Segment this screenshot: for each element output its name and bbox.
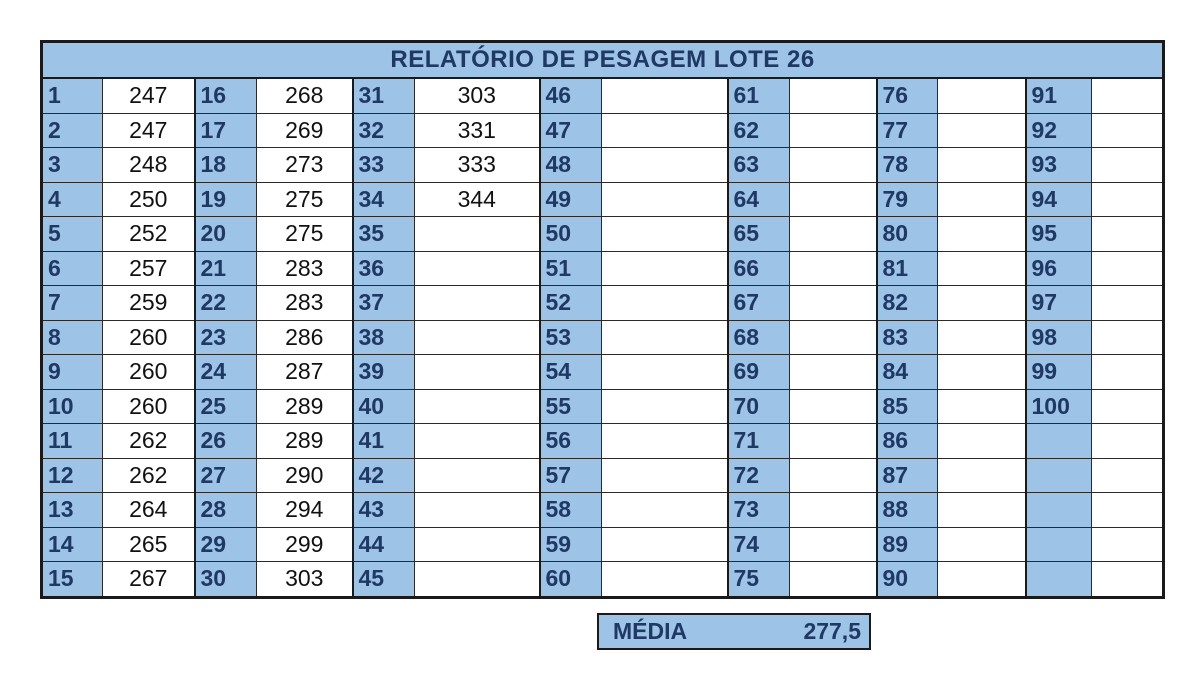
table-row bbox=[42, 78, 1164, 113]
lot-number-cell bbox=[1026, 493, 1092, 528]
weight-value-cell: 290 bbox=[257, 458, 353, 493]
weight-value-cell: 344 bbox=[415, 182, 540, 217]
weight-value-cell bbox=[938, 113, 1026, 148]
weight-value-cell bbox=[1092, 78, 1164, 113]
weight-value-cell: 264 bbox=[103, 493, 195, 528]
weight-value-cell: 257 bbox=[103, 251, 195, 286]
weight-value-cell: 275 bbox=[257, 182, 353, 217]
average-box bbox=[597, 613, 871, 650]
lot-number-cell: 65 bbox=[728, 217, 790, 252]
lot-number-cell: 29 bbox=[195, 527, 257, 562]
weight-value-cell: 333 bbox=[415, 148, 540, 183]
weight-value-cell bbox=[602, 562, 728, 598]
lot-number-cell: 2 bbox=[42, 113, 103, 148]
lot-number-cell: 91 bbox=[1026, 78, 1092, 113]
weight-value-cell bbox=[790, 424, 877, 459]
lot-number-cell: 44 bbox=[353, 527, 415, 562]
weight-value-cell: 262 bbox=[103, 458, 195, 493]
lot-number-cell: 32 bbox=[353, 113, 415, 148]
lot-number-cell: 18 bbox=[195, 148, 257, 183]
lot-number-cell: 33 bbox=[353, 148, 415, 183]
lot-number-cell: 80 bbox=[877, 217, 938, 252]
lot-number-cell: 16 bbox=[195, 78, 257, 113]
lot-number-cell: 30 bbox=[195, 562, 257, 598]
weight-value-cell bbox=[790, 320, 877, 355]
lot-number-cell bbox=[1026, 424, 1092, 459]
lot-number-cell: 54 bbox=[540, 355, 602, 390]
table-row bbox=[42, 113, 1164, 148]
lot-number-cell: 94 bbox=[1026, 182, 1092, 217]
lot-number-cell: 50 bbox=[540, 217, 602, 252]
lot-number-cell: 22 bbox=[195, 286, 257, 321]
weight-value-cell bbox=[1092, 355, 1164, 390]
table-row bbox=[42, 389, 1164, 424]
lot-number-cell: 66 bbox=[728, 251, 790, 286]
weight-value-cell: 287 bbox=[257, 355, 353, 390]
lot-number-cell: 100 bbox=[1026, 389, 1092, 424]
weight-value-cell bbox=[415, 355, 540, 390]
weight-value-cell bbox=[790, 148, 877, 183]
weight-value-cell bbox=[1092, 286, 1164, 321]
lot-number-cell: 56 bbox=[540, 424, 602, 459]
lot-number-cell: 1 bbox=[42, 78, 103, 113]
lot-number-cell: 38 bbox=[353, 320, 415, 355]
weight-value-cell bbox=[938, 562, 1026, 598]
weight-value-cell: 252 bbox=[103, 217, 195, 252]
weight-value-cell: 262 bbox=[103, 424, 195, 459]
weight-value-cell bbox=[790, 458, 877, 493]
weight-value-cell bbox=[938, 286, 1026, 321]
weight-value-cell: 247 bbox=[103, 113, 195, 148]
lot-number-cell: 74 bbox=[728, 527, 790, 562]
lot-number-cell: 84 bbox=[877, 355, 938, 390]
lot-number-cell: 35 bbox=[353, 217, 415, 252]
lot-number-cell: 86 bbox=[877, 424, 938, 459]
weight-value-cell: 268 bbox=[257, 78, 353, 113]
weight-value-cell bbox=[790, 251, 877, 286]
lot-number-cell: 89 bbox=[877, 527, 938, 562]
weight-value-cell: 269 bbox=[257, 113, 353, 148]
lot-number-cell: 64 bbox=[728, 182, 790, 217]
lot-number-cell: 49 bbox=[540, 182, 602, 217]
lot-number-cell: 31 bbox=[353, 78, 415, 113]
lot-number-cell: 25 bbox=[195, 389, 257, 424]
lot-number-cell: 71 bbox=[728, 424, 790, 459]
weight-value-cell bbox=[938, 424, 1026, 459]
weight-value-cell: 273 bbox=[257, 148, 353, 183]
weight-value-cell: 303 bbox=[415, 78, 540, 113]
weight-value-cell: 283 bbox=[257, 251, 353, 286]
weight-value-cell bbox=[790, 493, 877, 528]
weight-value-cell bbox=[790, 355, 877, 390]
table-row bbox=[42, 458, 1164, 493]
weight-value-cell: 260 bbox=[103, 389, 195, 424]
lot-number-cell: 12 bbox=[42, 458, 103, 493]
weight-value-cell bbox=[1092, 320, 1164, 355]
weight-value-cell bbox=[415, 527, 540, 562]
weight-value-cell bbox=[415, 424, 540, 459]
weight-value-cell bbox=[938, 217, 1026, 252]
lot-number-cell: 43 bbox=[353, 493, 415, 528]
weight-value-cell bbox=[602, 78, 728, 113]
lot-number-cell: 87 bbox=[877, 458, 938, 493]
lot-number-cell: 99 bbox=[1026, 355, 1092, 390]
weight-value-cell bbox=[1092, 217, 1164, 252]
table-row bbox=[42, 527, 1164, 562]
weight-value-cell bbox=[938, 458, 1026, 493]
lot-number-cell: 83 bbox=[877, 320, 938, 355]
average-value: 277,5 bbox=[803, 618, 861, 644]
weight-value-cell bbox=[938, 182, 1026, 217]
lot-number-cell: 62 bbox=[728, 113, 790, 148]
weight-value-cell bbox=[415, 320, 540, 355]
weight-value-cell bbox=[1092, 562, 1164, 598]
weight-value-cell bbox=[790, 389, 877, 424]
weight-value-cell: 275 bbox=[257, 217, 353, 252]
title-row bbox=[42, 42, 1164, 79]
lot-number-cell: 27 bbox=[195, 458, 257, 493]
lot-number-cell: 15 bbox=[42, 562, 103, 598]
lot-number-cell: 5 bbox=[42, 217, 103, 252]
weight-value-cell bbox=[1092, 493, 1164, 528]
weight-value-cell bbox=[602, 458, 728, 493]
lot-number-cell: 58 bbox=[540, 493, 602, 528]
weight-value-cell bbox=[602, 389, 728, 424]
weight-value-cell bbox=[790, 217, 877, 252]
lot-number-cell: 98 bbox=[1026, 320, 1092, 355]
lot-number-cell: 48 bbox=[540, 148, 602, 183]
lot-number-cell bbox=[1026, 562, 1092, 598]
weight-value-cell: 248 bbox=[103, 148, 195, 183]
lot-number-cell bbox=[1026, 458, 1092, 493]
weight-value-cell: 260 bbox=[103, 355, 195, 390]
weight-value-cell bbox=[1092, 389, 1164, 424]
weight-value-cell: 267 bbox=[103, 562, 195, 598]
lot-number-cell: 72 bbox=[728, 458, 790, 493]
lot-number-cell: 17 bbox=[195, 113, 257, 148]
lot-number-cell: 40 bbox=[353, 389, 415, 424]
lot-number-cell: 73 bbox=[728, 493, 790, 528]
weight-value-cell bbox=[415, 493, 540, 528]
table-row bbox=[42, 355, 1164, 390]
lot-number-cell: 90 bbox=[877, 562, 938, 598]
weight-value-cell bbox=[938, 355, 1026, 390]
lot-number-cell: 9 bbox=[42, 355, 103, 390]
lot-number-cell: 92 bbox=[1026, 113, 1092, 148]
lot-number-cell: 67 bbox=[728, 286, 790, 321]
lot-number-cell: 69 bbox=[728, 355, 790, 390]
weight-value-cell: 283 bbox=[257, 286, 353, 321]
weight-value-cell bbox=[602, 286, 728, 321]
table-row bbox=[42, 148, 1164, 183]
lot-number-cell: 28 bbox=[195, 493, 257, 528]
weight-value-cell bbox=[602, 217, 728, 252]
lot-number-cell: 51 bbox=[540, 251, 602, 286]
lot-number-cell: 26 bbox=[195, 424, 257, 459]
lot-number-cell: 14 bbox=[42, 527, 103, 562]
lot-number-cell: 13 bbox=[42, 493, 103, 528]
weight-value-cell bbox=[790, 78, 877, 113]
weight-value-cell bbox=[415, 562, 540, 598]
weight-value-cell: 294 bbox=[257, 493, 353, 528]
weight-value-cell bbox=[602, 320, 728, 355]
average-label: MÉDIA bbox=[613, 618, 688, 644]
lot-number-cell: 36 bbox=[353, 251, 415, 286]
table-body bbox=[42, 42, 1164, 598]
lot-number-cell: 63 bbox=[728, 148, 790, 183]
lot-number-cell: 47 bbox=[540, 113, 602, 148]
weight-value-cell bbox=[602, 148, 728, 183]
weight-value-cell: 299 bbox=[257, 527, 353, 562]
lot-number-cell: 59 bbox=[540, 527, 602, 562]
lot-number-cell: 19 bbox=[195, 182, 257, 217]
weight-value-cell bbox=[415, 389, 540, 424]
weight-value-cell bbox=[1092, 458, 1164, 493]
weight-value-cell bbox=[1092, 251, 1164, 286]
table-row bbox=[42, 493, 1164, 528]
lot-number-cell: 75 bbox=[728, 562, 790, 598]
weight-value-cell bbox=[602, 424, 728, 459]
report-title: RELATÓRIO DE PESAGEM LOTE 26 bbox=[42, 42, 1164, 79]
weight-value-cell bbox=[602, 493, 728, 528]
lot-number-cell: 11 bbox=[42, 424, 103, 459]
table-row bbox=[42, 217, 1164, 252]
table-row bbox=[42, 320, 1164, 355]
weight-value-cell bbox=[1092, 148, 1164, 183]
lot-number-cell: 77 bbox=[877, 113, 938, 148]
lot-number-cell: 7 bbox=[42, 286, 103, 321]
weight-value-cell bbox=[602, 251, 728, 286]
table-row bbox=[42, 286, 1164, 321]
weight-value-cell bbox=[938, 527, 1026, 562]
lot-number-cell: 3 bbox=[42, 148, 103, 183]
lot-number-cell: 93 bbox=[1026, 148, 1092, 183]
table-row bbox=[42, 182, 1164, 217]
lot-number-cell: 70 bbox=[728, 389, 790, 424]
lot-number-cell: 23 bbox=[195, 320, 257, 355]
lot-number-cell: 53 bbox=[540, 320, 602, 355]
weight-value-cell: 331 bbox=[415, 113, 540, 148]
table-row bbox=[42, 562, 1164, 598]
weight-value-cell: 259 bbox=[103, 286, 195, 321]
lot-number-cell: 45 bbox=[353, 562, 415, 598]
weight-value-cell bbox=[938, 320, 1026, 355]
lot-number-cell: 6 bbox=[42, 251, 103, 286]
lot-number-cell: 85 bbox=[877, 389, 938, 424]
weight-value-cell: 260 bbox=[103, 320, 195, 355]
lot-number-cell: 79 bbox=[877, 182, 938, 217]
lot-number-cell: 60 bbox=[540, 562, 602, 598]
weight-value-cell bbox=[938, 148, 1026, 183]
weight-value-cell bbox=[1092, 527, 1164, 562]
weight-value-cell bbox=[1092, 113, 1164, 148]
weight-value-cell: 265 bbox=[103, 527, 195, 562]
weight-value-cell bbox=[938, 78, 1026, 113]
weight-value-cell: 289 bbox=[257, 424, 353, 459]
weight-value-cell: 247 bbox=[103, 78, 195, 113]
lot-number-cell: 41 bbox=[353, 424, 415, 459]
lot-number-cell: 21 bbox=[195, 251, 257, 286]
lot-number-cell: 34 bbox=[353, 182, 415, 217]
lot-number-cell: 10 bbox=[42, 389, 103, 424]
weight-value-cell bbox=[415, 286, 540, 321]
lot-number-cell: 88 bbox=[877, 493, 938, 528]
lot-number-cell: 39 bbox=[353, 355, 415, 390]
lot-number-cell: 81 bbox=[877, 251, 938, 286]
lot-number-cell: 97 bbox=[1026, 286, 1092, 321]
lot-number-cell: 24 bbox=[195, 355, 257, 390]
weight-value-cell bbox=[790, 182, 877, 217]
lot-number-cell: 55 bbox=[540, 389, 602, 424]
weighing-report-table bbox=[40, 40, 1165, 599]
lot-number-cell bbox=[1026, 527, 1092, 562]
weight-value-cell bbox=[1092, 424, 1164, 459]
weight-value-cell bbox=[602, 527, 728, 562]
lot-number-cell: 46 bbox=[540, 78, 602, 113]
weight-value-cell bbox=[602, 355, 728, 390]
weight-value-cell bbox=[790, 113, 877, 148]
weight-value-cell: 286 bbox=[257, 320, 353, 355]
lot-number-cell: 95 bbox=[1026, 217, 1092, 252]
weight-value-cell bbox=[602, 182, 728, 217]
table-row bbox=[42, 424, 1164, 459]
weight-value-cell bbox=[938, 389, 1026, 424]
lot-number-cell: 82 bbox=[877, 286, 938, 321]
table-row bbox=[42, 251, 1164, 286]
weight-value-cell: 250 bbox=[103, 182, 195, 217]
lot-number-cell: 61 bbox=[728, 78, 790, 113]
lot-number-cell: 68 bbox=[728, 320, 790, 355]
lot-number-cell: 52 bbox=[540, 286, 602, 321]
weight-value-cell bbox=[790, 527, 877, 562]
weight-value-cell bbox=[790, 562, 877, 598]
weight-value-cell bbox=[602, 113, 728, 148]
lot-number-cell: 42 bbox=[353, 458, 415, 493]
lot-number-cell: 20 bbox=[195, 217, 257, 252]
lot-number-cell: 4 bbox=[42, 182, 103, 217]
lot-number-cell: 57 bbox=[540, 458, 602, 493]
lot-number-cell: 8 bbox=[42, 320, 103, 355]
lot-number-cell: 78 bbox=[877, 148, 938, 183]
lot-number-cell: 76 bbox=[877, 78, 938, 113]
weight-value-cell bbox=[415, 251, 540, 286]
weight-value-cell: 303 bbox=[257, 562, 353, 598]
lot-number-cell: 37 bbox=[353, 286, 415, 321]
weight-value-cell bbox=[415, 458, 540, 493]
weight-value-cell bbox=[1092, 182, 1164, 217]
weight-value-cell: 289 bbox=[257, 389, 353, 424]
weight-value-cell bbox=[790, 286, 877, 321]
weight-value-cell bbox=[938, 493, 1026, 528]
lot-number-cell: 96 bbox=[1026, 251, 1092, 286]
weight-value-cell bbox=[938, 251, 1026, 286]
weight-value-cell bbox=[415, 217, 540, 252]
